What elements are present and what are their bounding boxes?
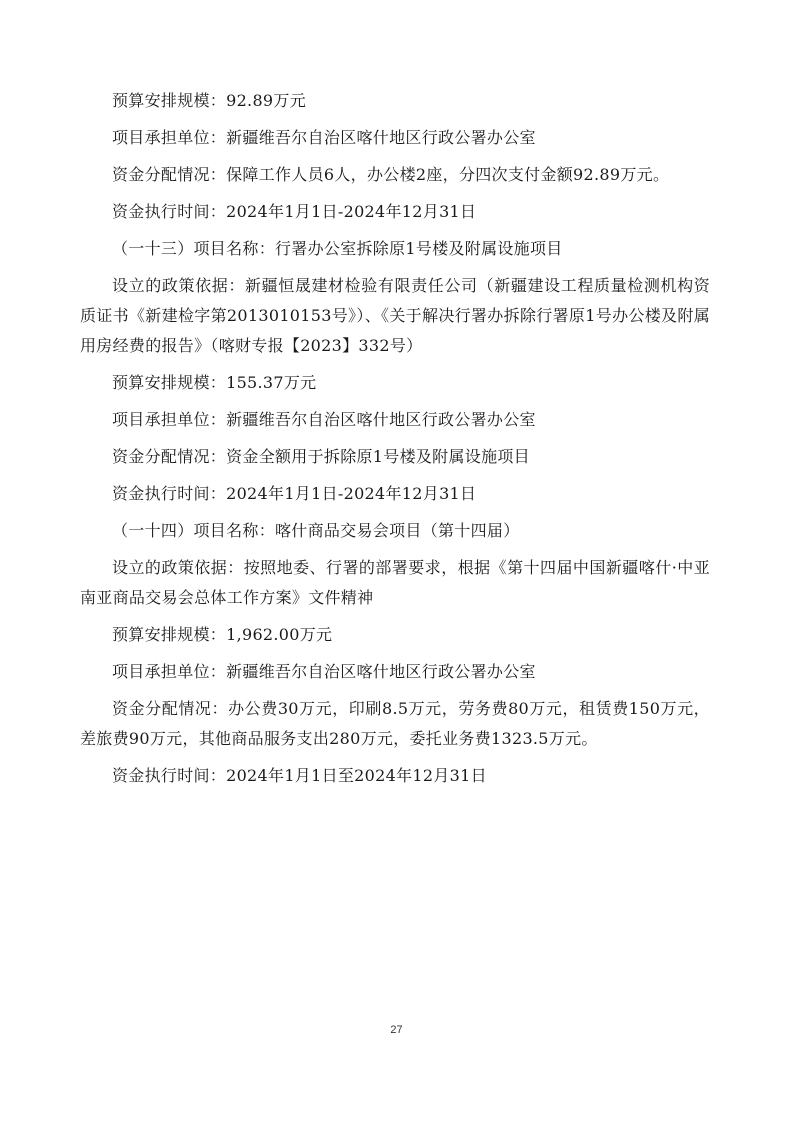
policy-basis-14: 设立的政策依据：按照地委、行署的部署要求，根据《第十四届中国新疆喀什·中亚南亚商品交易会总体工作方案》文件精神: [80, 558, 710, 607]
budget-scale-1: 预算安排规模：92.89万元: [112, 91, 307, 110]
page-number: 27: [390, 1024, 403, 1036]
budget-scale-13: 预算安排规模：155.37万元: [112, 373, 317, 392]
undertaking-unit-13: 项目承担单位：新疆维吾尔自治区喀什地区行政公署办公室: [112, 410, 536, 429]
fund-allocation-13: 资金分配情况：资金全额用于拆除原1号楼及附属设施项目: [112, 447, 530, 466]
undertaking-unit-14: 项目承担单位：新疆维吾尔自治区喀什地区行政公署办公室: [112, 662, 536, 681]
execution-time-14: 资金执行时间：2024年1月1日至2024年12月31日: [112, 766, 487, 785]
page-content: [80, 86, 710, 798]
undertaking-unit-1: 项目承担单位：新疆维吾尔自治区喀什地区行政公署办公室: [112, 128, 536, 147]
fund-allocation-14: 资金分配情况：办公费30万元，印刷8.5万元，劳务费80万元，租赁费150万元，差旅费90万元，其他商品服务支出280万元，委托业务费1323.5万元。: [80, 699, 710, 748]
project-14-title: （一十四）项目名称：喀什商品交易会项目（第十四届）: [112, 521, 520, 540]
policy-basis-13: 设立的政策依据：新疆恒晟建材检验有限责任公司（新疆建设工程质量检测机构资质证书《新建检字第2013010153号》）、《关于解决行署办拆除行署原1号办公楼及附属用房经费的报告》（喀财专报【2023】332号）: [80, 276, 710, 355]
fund-allocation-1: 资金分配情况：保障工作人员6人，办公楼2座，分四次支付金额92.89万元。: [112, 165, 670, 184]
budget-scale-14: 预算安排规模：1,962.00万元: [112, 625, 333, 644]
project-13-title: （一十三）项目名称：行署办公室拆除原1号楼及附属设施项目: [112, 239, 563, 258]
execution-time-1: 资金执行时间：2024年1月1日-2024年12月31日: [112, 202, 477, 221]
execution-time-13: 资金执行时间：2024年1月1日-2024年12月31日: [112, 484, 477, 503]
